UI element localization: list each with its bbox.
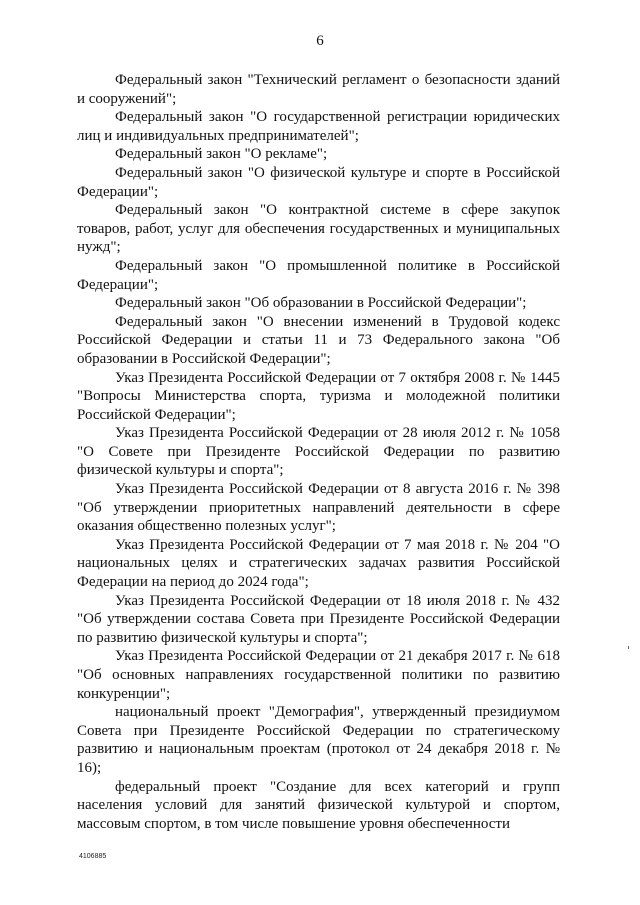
paragraph-federal-project-sport: федеральный проект "Создание для всех категорий и групп населения условий для занятий физической культурой и спортом, массовым спортом, в том числе повышение уровня обеспеченности: [77, 778, 560, 832]
paragraph-decree-1445: Указ Президента Российской Федерации от 7 октября 2008 г. № 1445 "Вопросы Министерства спорта, туризма и молодежной политики Российской Федерации";: [77, 369, 560, 423]
document-code: 4106885: [79, 853, 107, 860]
legal-acts-list: [77, 71, 560, 833]
paragraph-decree-432: Указ Президента Российской Федерации от 18 июля 2018 г. № 432 "Об утверждении состава Совета при Президенте Российской Федерации по развитию физической культуры и спорта";: [77, 592, 560, 646]
page-number: 6: [316, 33, 324, 49]
paragraph-contract-system-law: Федеральный закон "О контрактной системе в сфере закупок товаров, работ, услуг для обеспечения государственных и муниципальных нужд";: [77, 202, 560, 256]
paragraph-decree-618: Указ Президента Российской Федерации от 21 декабря 2017 г. № 618 "Об основных направлениях государственной политики по развитию конкуренции";: [77, 648, 560, 702]
paragraph-education-law: Федеральный закон "Об образовании в Российской Федерации";: [115, 295, 527, 312]
scan-speck: [628, 646, 629, 649]
paragraph-physical-culture-law: Федеральный закон "О физической культуре и спорте в Российской Федерации";: [77, 164, 560, 200]
paragraph-technical-regulation-law: Федеральный закон "Технический регламент о безопасности зданий и сооружений";: [77, 72, 560, 107]
paragraph-decree-398: Указ Президента Российской Федерации от 8 августа 2016 г. № 398 "Об утверждении приоритетных направлений деятельности в сфере оказания общественно полезных услуг";: [77, 481, 560, 535]
paragraph-decree-204: Указ Президента Российской Федерации от 7 мая 2018 г. № 204 "О национальных целях и стратегических задачах развития Российской Федерации на период до 2024 года";: [77, 536, 560, 591]
paragraph-industrial-policy-law: Федеральный закон "О промышленной политике в Российской Федерации";: [77, 257, 560, 293]
paragraph-state-registration-law: Федеральный закон "О государственной регистрации юридических лиц и индивидуальных предпринимателей";: [77, 109, 560, 144]
paragraph-advertising-law: Федеральный закон "О рекламе";: [115, 146, 328, 163]
paragraph-demography-project: национальный проект "Демография", утвержденный президиумом Совета при Президенте Российской Федерации по стратегическому развитию и национальным проектам (протокол от 24 декабря 2018 г. № 16);: [77, 704, 560, 776]
paragraph-labor-code-amendments-law: Федеральный закон "О внесении изменений в Трудовой кодекс Российской Федерации и статьи 11 и 73 Федерального закона "Об образовании в Российской Федерации";: [77, 313, 560, 367]
paragraph-decree-1058: Указ Президента Российской Федерации от 28 июля 2012 г. № 1058 "О Совете при Президенте Российской Федерации по развитию физической культуры и спорта";: [77, 425, 560, 479]
